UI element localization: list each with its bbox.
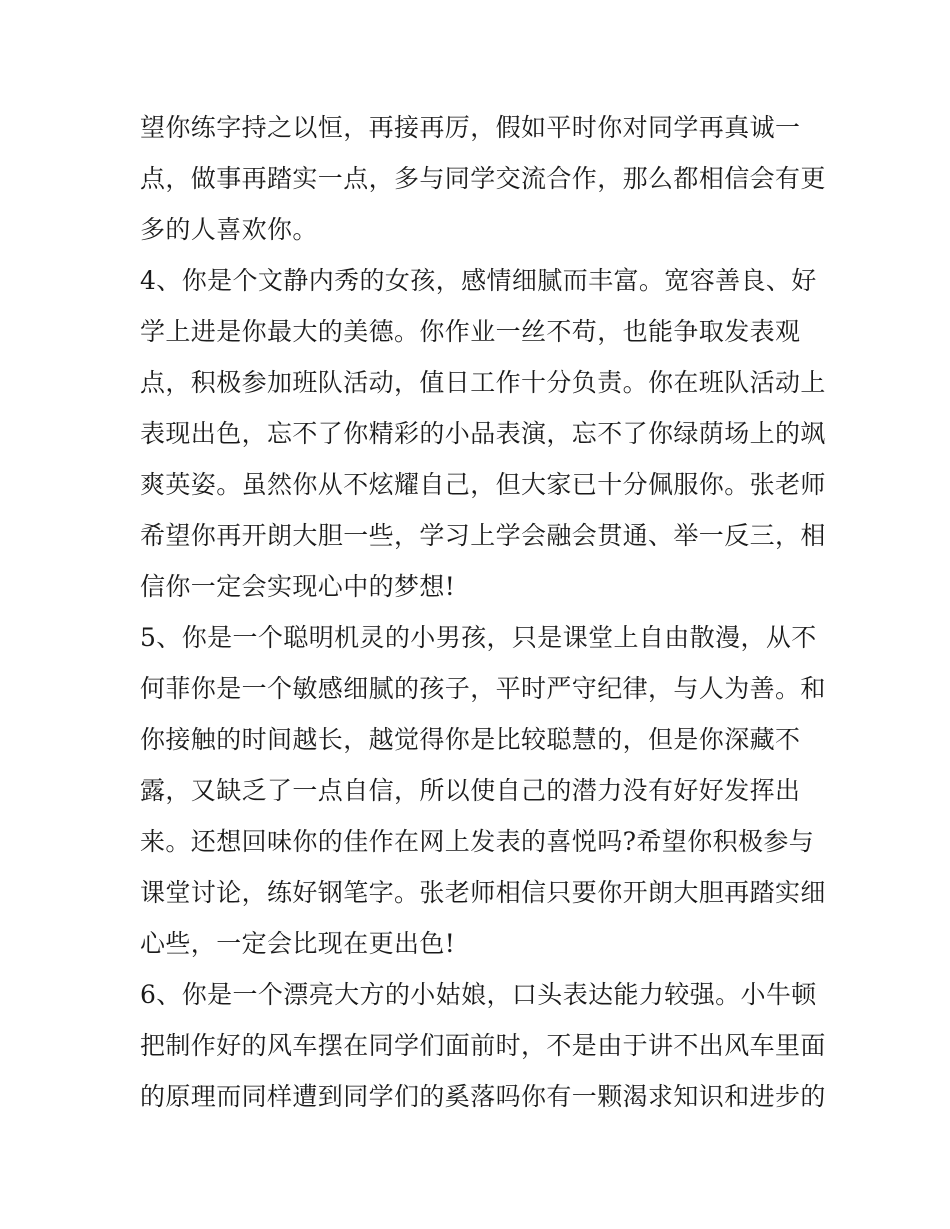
text-line-11: 5、你是一个聪明机灵的小男孩，只是课堂上自由散漫，从不 xyxy=(140,623,817,652)
text-line-18: 6、你是一个漂亮大方的小姑娘，口头表达能力较强。小牛顿 xyxy=(140,980,817,1009)
text-line-2: 点，做事再踏实一点，多与同学交流合作，那么都相信会有更 xyxy=(140,164,826,193)
text-line-10: 信你一定会实现心中的梦想! xyxy=(140,572,456,601)
text-line-12: 何菲你是一个敏感细腻的孩子，平时严守纪律，与人为善。和 xyxy=(140,674,826,703)
text-line-9: 希望你再开朗大胆一些，学习上学会融会贯通、举一反三，相 xyxy=(140,521,826,550)
text-line-16: 课堂讨论，练好钢笔字。张老师相信只要你开朗大胆再踏实细 xyxy=(140,878,826,907)
text-line-6: 点，积极参加班队活动，值日工作十分负责。你在班队活动上 xyxy=(140,368,826,397)
text-line-4: 4、你是个文静内秀的女孩，感情细腻而丰富。宽容善良、好 xyxy=(140,266,817,295)
text-line-17: 心些，一定会比现在更出色! xyxy=(140,929,456,958)
text-line-3: 多的人喜欢你。 xyxy=(140,215,318,244)
text-line-8: 爽英姿。虽然你从不炫耀自己，但大家已十分佩服你。张老师 xyxy=(140,470,826,499)
text-line-13: 你接触的时间越长，越觉得你是比较聪慧的，但是你深藏不 xyxy=(140,725,801,754)
text-line-15: 来。还想回味你的佳作在网上发表的喜悦吗?希望你积极参与 xyxy=(140,827,815,856)
text-line-1: 望你练字持之以恒，再接再厉，假如平时你对同学再真诚一 xyxy=(140,113,801,142)
text-line-20: 的原理而同样遭到同学们的奚落吗你有一颗渴求知识和进步的 xyxy=(140,1082,826,1111)
text-line-19: 把制作好的风车摆在同学们面前时，不是由于讲不出风车里面 xyxy=(140,1031,826,1060)
text-line-14: 露，又缺乏了一点自信，所以使自己的潜力没有好好发挥出 xyxy=(140,776,801,805)
text-line-7: 表现出色，忘不了你精彩的小品表演，忘不了你绿荫场上的飒 xyxy=(140,419,826,448)
text-line-5: 学上进是你最大的美德。你作业一丝不苟，也能争取发表观 xyxy=(140,317,801,346)
